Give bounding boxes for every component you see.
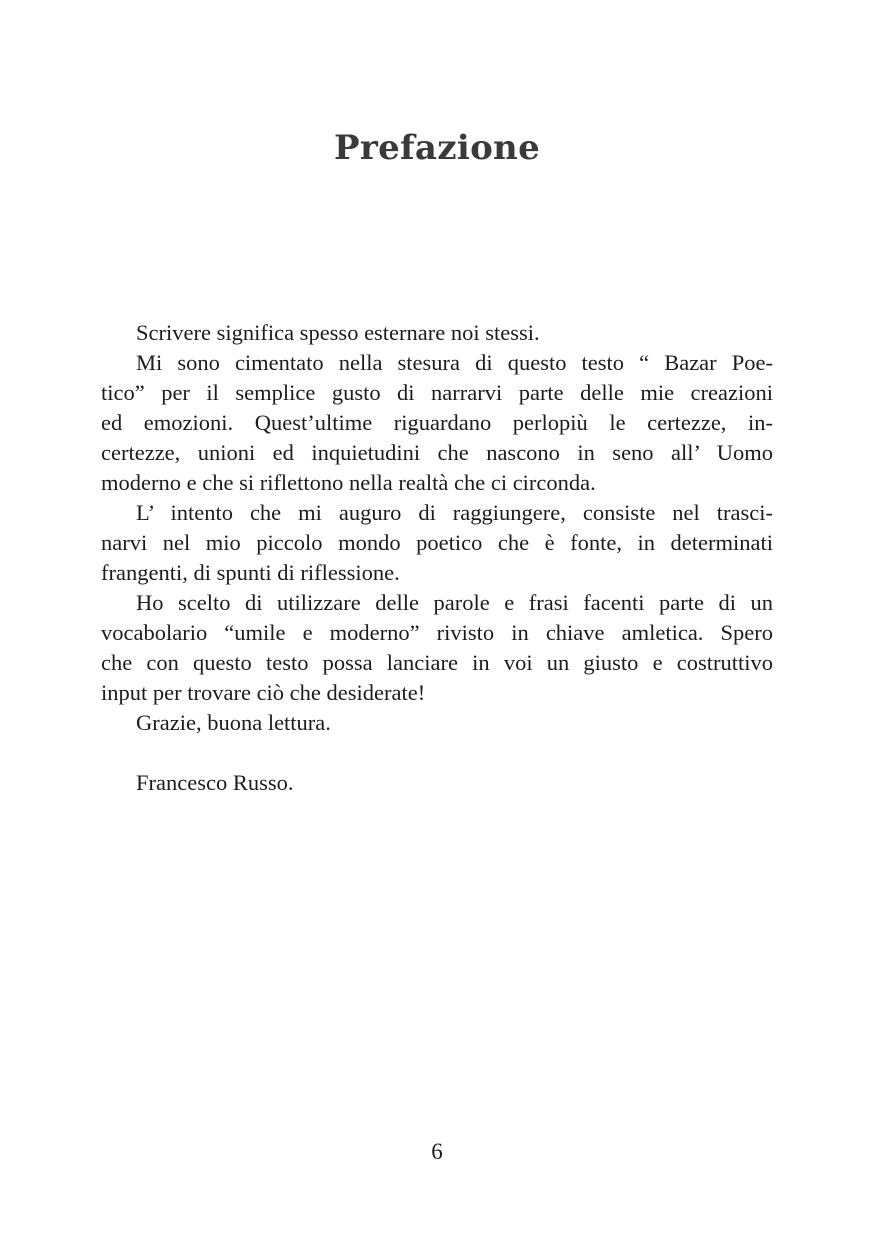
text-line: ed emozioni. Quest’ultime riguardano perlopiù le certezze, in-: [101, 410, 773, 435]
text-line: vocabolario “umile e moderno” rivisto in chiave amletica. Spero: [101, 620, 773, 645]
preface-body: [101, 318, 773, 798]
text-line: frangenti, di spunti di riflessione.: [101, 560, 400, 585]
text-line: Mi sono cimentato nella stesura di questo testo “ Bazar Poe-: [136, 350, 773, 375]
text-line: tico” per il semplice gusto di narrarvi parte delle mie creazioni: [101, 380, 773, 405]
paragraph: [101, 348, 773, 498]
author-signature: Francesco Russo.: [136, 770, 294, 795]
spacer: [101, 738, 773, 768]
text-line: Ho scelto di utilizzare delle parole e frasi facenti parte di un: [136, 590, 773, 615]
text-line: Grazie, buona lettura.: [136, 710, 331, 735]
paragraph: [101, 318, 773, 348]
paragraph: [101, 708, 773, 738]
text-line: Scrivere significa spesso esternare noi stessi.: [136, 320, 540, 345]
text-line: certezze, unioni ed inquietudini che nascono in seno all’ Uomo: [101, 440, 773, 465]
text-line: moderno e che si riflettono nella realtà che ci circonda.: [101, 470, 596, 495]
text-line: input per trovare ciò che desiderate!: [101, 680, 426, 705]
text-line: che con questo testo possa lanciare in voi un giusto e costruttivo: [101, 650, 773, 675]
page-number: 6: [431, 1139, 443, 1164]
paragraph: [101, 498, 773, 588]
paragraph: [101, 588, 773, 708]
text-line: L’ intento che mi auguro di raggiungere, consiste nel trasci-: [136, 500, 773, 525]
page-title: Prefazione: [333, 128, 541, 168]
text-line: narvi nel mio piccolo mondo poetico che è fonte, in determinati: [101, 530, 773, 555]
